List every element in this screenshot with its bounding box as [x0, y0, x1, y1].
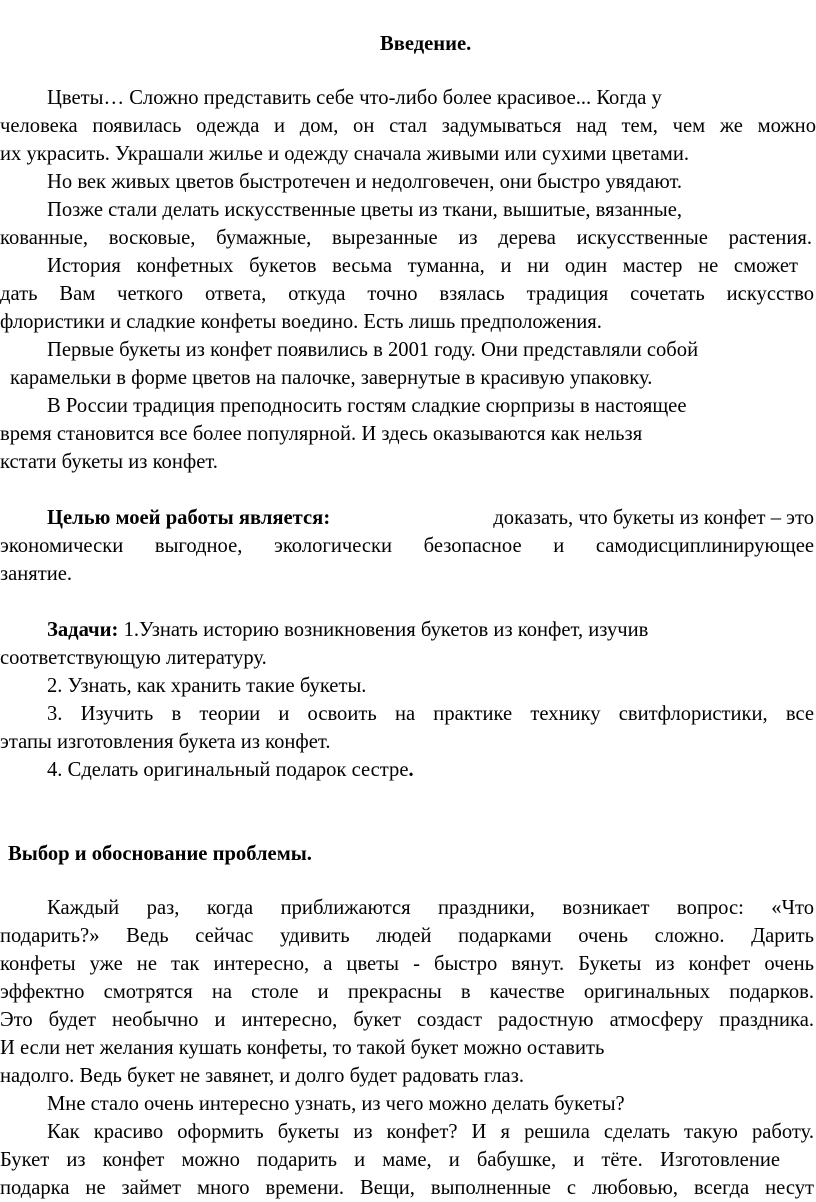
paragraph-line: И если нет желания кушать конфеты, то такой букет можно оставить — [0, 1037, 605, 1059]
paragraph-line: этапы изготовления букета из конфет. — [0, 731, 331, 753]
paragraph-line: карамельки в форме цветов на палочке, завернутые в красивую упаковку. — [10, 367, 653, 389]
paragraph-line: Как красиво оформить букеты из конфет? И я решила сделать такую работу. — [47, 1121, 814, 1143]
section-title: Выбор и обоснование проблемы. — [8, 843, 312, 865]
task-item: 2. Узнать, как хранить такие букеты. — [47, 675, 367, 697]
goal-label: Целью моей работы является: — [47, 507, 331, 529]
paragraph-line: кованные, восковые, бумажные, вырезанные из дерева искусственные растения. — [0, 227, 812, 249]
paragraph-line: Каждый раз, когда приближаются праздники, возникает вопрос: «Что — [47, 897, 814, 919]
paragraph-line: В России традиция преподносить гостям сладкие сюрпризы в настоящее — [47, 395, 687, 417]
paragraph-line: время становится все более популярной. И здесь оказываются как нельзя — [0, 423, 643, 445]
task-item-period: . — [408, 759, 414, 781]
paragraph-line: эффектно смотрятся на столе и прекрасны в качестве оригинальных подарков. — [0, 981, 814, 1003]
tasks-text: 1.Узнать историю возникновения букетов из конфет, изучив — [123, 619, 649, 641]
paragraph-line: человека появилась одежда и дом, он стал задумываться над тем, чем же можно — [0, 115, 816, 137]
paragraph-line: Позже стали делать искусственные цветы из ткани, вышитые, вязанные, — [47, 199, 683, 221]
tasks-line — [47, 616, 648, 644]
paragraph-line: История конфетных букетов весьма туманна, и ни один мастер не сможет — [47, 255, 798, 277]
page-title: Введение. — [380, 33, 472, 55]
paragraph-line: подарить?» Ведь сейчас удивить людей подарками очень сложно. Дарить — [0, 925, 814, 947]
paragraph-line: надолго. Ведь букет не завянет, и долго будет радовать глаз. — [0, 1065, 524, 1087]
tasks-label: Задачи: — [47, 619, 119, 641]
task-item-text: 4. Сделать оригинальный подарок сестре — [47, 759, 409, 781]
paragraph-line: конфеты уже не так интересно, а цветы - быстро вянут. Букеты из конфет очень — [0, 953, 814, 975]
task-item: 3. Изучить в теории и освоить на практике технику свитфлористики, все — [47, 703, 814, 725]
goal-line — [47, 504, 814, 532]
paragraph-line: занятие. — [0, 563, 73, 585]
paragraph-line: соответствующую литературу. — [0, 647, 267, 669]
paragraph-line: дать Вам четкого ответа, откуда точно взялась традиция сочетать искусство — [0, 283, 814, 305]
paragraph-line: Мне стало очень интересно узнать, из чего можно делать букеты? — [47, 1093, 625, 1115]
paragraph-line: Цветы… Сложно представить себе что-либо более красивое... Когда у — [47, 87, 662, 109]
paragraph-line: Первые букеты из конфет появились в 2001 году. Они представляли собой — [47, 339, 699, 361]
paragraph-line: Но век живых цветов быстротечен и недолговечен, они быстро увядают. — [47, 171, 683, 193]
paragraph-line: их украсить. Украшали жилье и одежду сначала живыми или сухими цветами. — [0, 143, 689, 165]
paragraph-line: кстати букеты из конфет. — [0, 451, 218, 473]
goal-text: доказать, что букеты из конфет – это — [493, 507, 814, 529]
paragraph-line: подарка не займет много времени. Вещи, выполненные с любовью, всегда несут — [0, 1177, 814, 1199]
task-item — [47, 756, 414, 784]
paragraph-line: Букет из конфет можно подарить и маме, и бабушке, и тёте. Изготовление — [0, 1149, 780, 1171]
paragraph-line: экономически выгодное, экологически безопасное и самодисциплинирующее — [0, 535, 814, 557]
paragraph-line: флористики и сладкие конфеты воедино. Есть лишь предположения. — [0, 311, 602, 333]
paragraph-line: Это будет необычно и интересно, букет создаст радостную атмосферу праздника. — [0, 1009, 814, 1031]
